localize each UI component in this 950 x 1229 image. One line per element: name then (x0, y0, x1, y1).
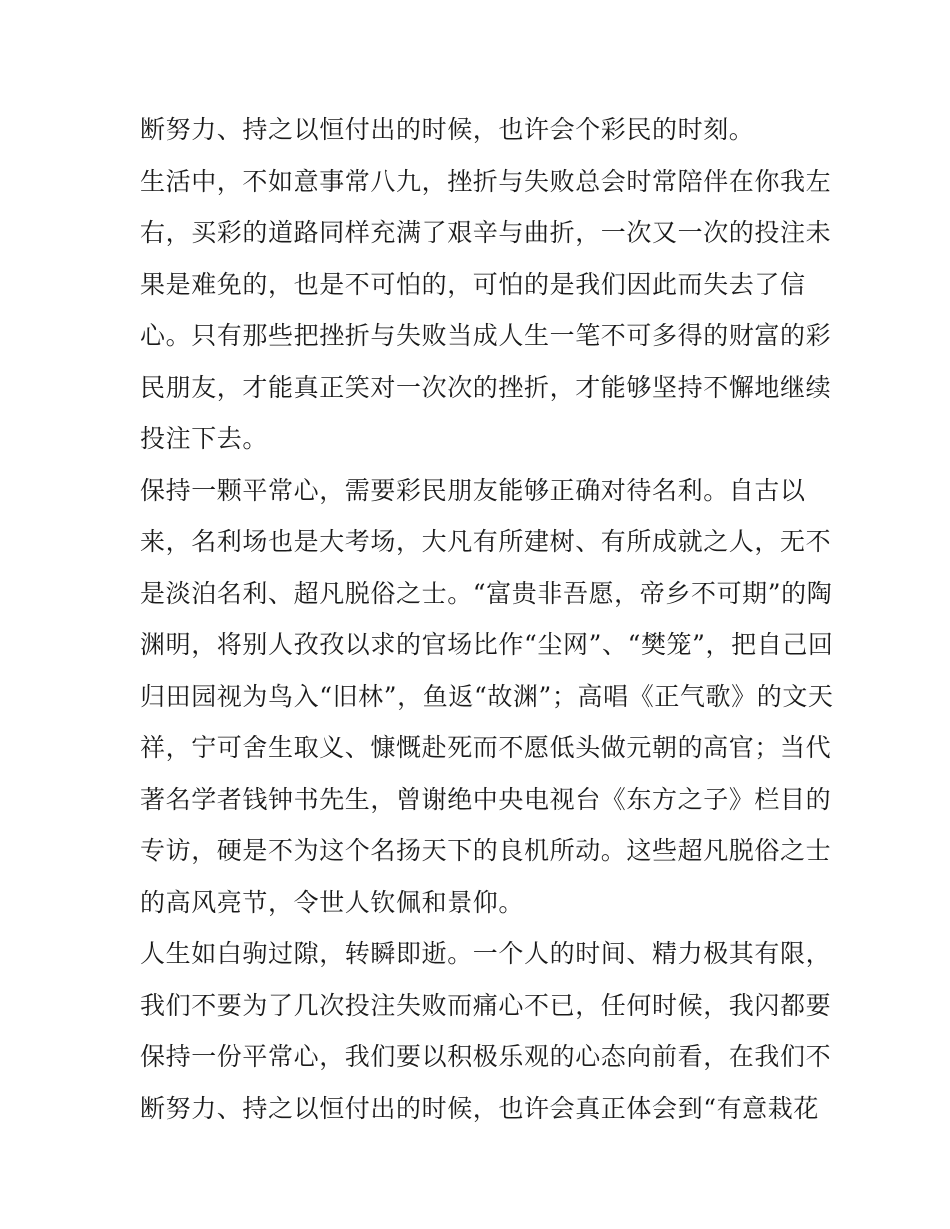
text-line-5: 心。只有那些把挫折与失败当成人生一笔不可多得的财富的彩 (140, 321, 832, 350)
text-line-9: 来，名利场也是大考场，大凡有所建树、有所成就之人，无不 (140, 527, 832, 556)
text-line-10: 是淡泊名利、超凡脱俗之士。“富贵非吾愿，帝乡不可期”的陶 (140, 578, 833, 608)
text-line-13: 祥，宁可舍生取义、慷慨赴死而不愿低头做元朝的高官；当代 (140, 733, 832, 762)
text-line-12: 归田园视为鸟入“旧林”，鱼返“故渊”；高唱《正气歌》的文天 (140, 681, 834, 711)
text-line-1: 断努力、持之以恒付出的时候，也许会个彩民的时刻。 (140, 115, 755, 144)
body-text (140, 104, 834, 1134)
text-line-8: 保持一颗平常心，需要彩民朋友能够正确对待名利。自古以 (140, 475, 806, 505)
text-line-11: 渊明，将别人孜孜以求的官场比作“尘网”、“樊笼”，把自己回 (140, 630, 834, 659)
text-line-18: 我们不要为了几次投注失败而痛心不已，任何时候，我闪都要 (140, 990, 832, 1020)
text-line-16: 的高风亮节，令世人钦佩和景仰。 (140, 887, 525, 917)
text-line-15: 专访，硬是不为这个名扬天下的良机所动。这些超凡脱俗之士 (140, 836, 832, 865)
text-line-17: 人生如白驹过隙，转瞬即逝。一个人的时间、精力极其有限， (140, 939, 832, 968)
text-line-3: 右，买彩的道路同样充满了艰辛与曲折，一次又一次的投注未 (140, 218, 832, 247)
text-line-19: 保持一份平常心，我们要以积极乐观的心态向前看，在我们不 (140, 1042, 832, 1071)
text-line-14: 著名学者钱钟书先生，曾谢绝中央电视台《东方之子》栏目的 (140, 784, 832, 814)
text-line-2: 生活中，不如意事常八九，挫折与失败总会时常陪伴在你我左 (140, 166, 832, 196)
text-line-6: 民朋友，才能真正笑对一次次的挫折，才能够坚持不懈地继续 (140, 372, 832, 402)
text-line-7: 投注下去。 (140, 424, 269, 453)
text-line-4: 果是难免的，也是不可怕的，可怕的是我们因此而失去了信 (140, 269, 806, 299)
text-line-20: 断努力、持之以恒付出的时候，也许会真正体会到“有意栽花 (140, 1093, 819, 1123)
